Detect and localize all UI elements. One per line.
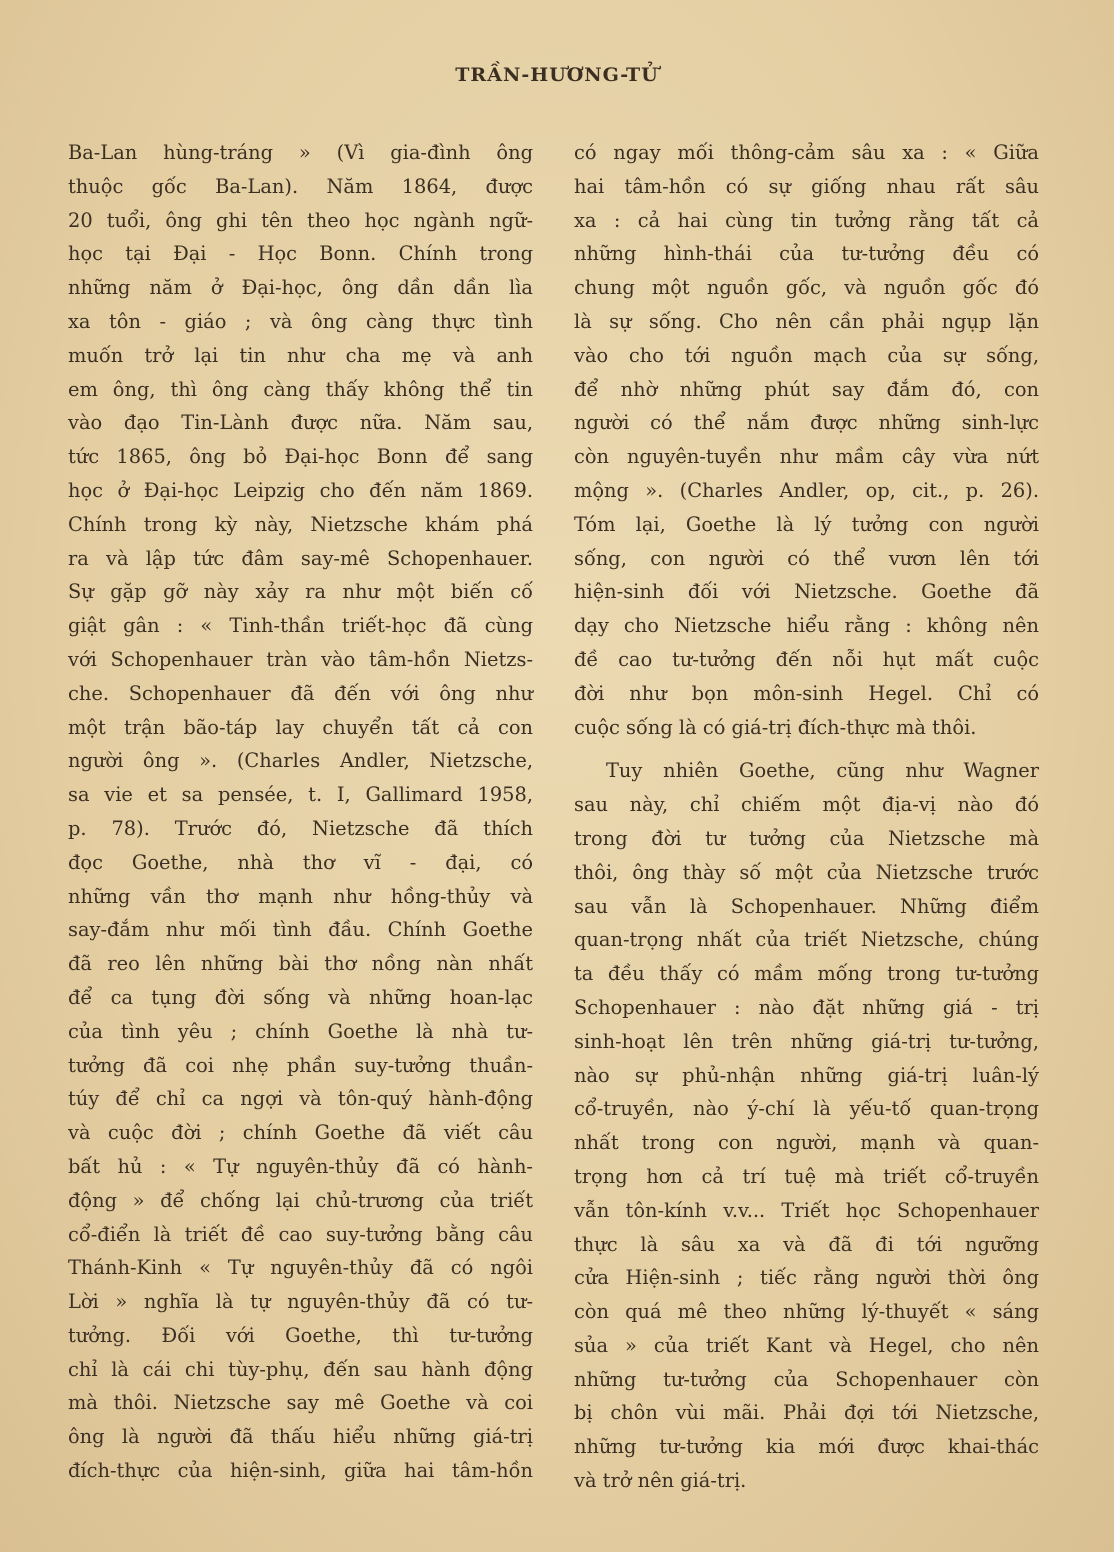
text-line: Thánh-Kinh « Tự nguyên-thủy đã có ngôi: [68, 1256, 533, 1280]
text-line: sống, con người có thể vươn lên tới: [574, 546, 1039, 570]
text-line: thôi, ông thày số một của Nietzsche trước: [574, 860, 1039, 884]
text-line: để ca tụng đời sống và những hoan-lạc: [68, 985, 533, 1009]
text-line: chỉ là cái chi tùy-phụ, đến sau hành động: [68, 1357, 533, 1381]
text-line: vào đạo Tin-Lành được nữa. Năm sau,: [68, 411, 533, 435]
text-line: còn quá mê theo những lý-thuyết « sáng: [574, 1300, 1039, 1324]
text-line: Schopenhauer : nào đặt những giá - trị: [574, 995, 1039, 1019]
text-line: em ông, thì ông càng thấy không thể tin: [68, 377, 533, 401]
text-line: Sự gặp gỡ này xảy ra như một biến cố: [68, 580, 533, 604]
text-line: mộng ». (Charles Andler, op, cit., p. 26).: [574, 478, 1039, 502]
text-line: giật gân : « Tinh-thần triết-học đã cùng: [68, 614, 533, 638]
text-line: trong đời tư tưởng của Nietzsche mà: [574, 826, 1039, 850]
text-line: đề cao tư-tưởng đến nỗi hụt mất cuộc: [574, 647, 1039, 671]
text-line: ta đều thấy có mầm mống trong tư-tưởng: [574, 962, 1039, 986]
text-line: ra và lập tức đâm say-mê Schopenhauer.: [68, 546, 533, 570]
text-line: sủa » của triết Kant và Hegel, cho nên: [574, 1333, 1039, 1357]
text-line: thuộc gốc Ba-Lan). Năm 1864, được: [68, 174, 533, 198]
text-line: động » để chống lại chủ-trương của triết: [68, 1188, 533, 1212]
text-line: Chính trong kỳ này, Nietzsche khám phá: [68, 512, 533, 536]
text-line: sau này, chỉ chiếm một địa-vị nào đó: [574, 793, 1039, 817]
text-line: hai tâm-hồn có sự giống nhau rất sâu: [574, 174, 1039, 198]
text-line: vẫn tôn-kính v.v... Triết học Schopenhauer: [574, 1198, 1039, 1222]
text-line: vào cho tới nguồn mạch của sự sống,: [574, 343, 1039, 367]
text-line: đời như bọn môn-sinh Hegel. Chỉ có: [574, 681, 1039, 705]
text-line: Tóm lại, Goethe là lý tưởng con người: [574, 512, 1039, 536]
text-line: đã reo lên những bài thơ nồng nàn nhất: [68, 952, 533, 976]
text-line: những tư-tưởng kia mới được khai-thác: [574, 1435, 1039, 1459]
text-line: che. Schopenhauer đã đến với ông như: [68, 681, 533, 705]
text-line: cửa Hiện-sinh ; tiếc rằng người thời ông: [574, 1266, 1039, 1290]
text-line: và cuộc đời ; chính Goethe đã viết câu: [68, 1121, 533, 1145]
text-line: học ở Đại-học Leipzig cho đến năm 1869.: [68, 478, 533, 502]
right-column: [574, 136, 1039, 1498]
left-column: [68, 136, 533, 1488]
text-line: sinh-hoạt lên trên những giá-trị tư-tưởng,: [574, 1029, 1039, 1053]
text-line: đích-thực của hiện-sinh, giữa hai tâm-hồn: [68, 1459, 533, 1483]
text-line: sa vie et sa pensée, t. I, Gallimard 1958,: [68, 783, 533, 807]
text-line: và trở nên giá-trị.: [574, 1469, 747, 1493]
text-line: tức 1865, ông bỏ Đại-học Bonn để sang: [68, 445, 533, 469]
text-line: mà thôi. Nietzsche say mê Goethe và coi: [68, 1391, 533, 1415]
text-line: quan-trọng nhất của triết Nietzsche, chúng: [574, 928, 1039, 952]
text-line: người ông ». (Charles Andler, Nietzsche,: [68, 749, 533, 773]
text-line: người có thể nắm được những sinh-lực: [574, 411, 1039, 435]
text-line: say-đắm như mối tình đầu. Chính Goethe: [68, 918, 533, 942]
text-line: tưởng đã coi nhẹ phần suy-tưởng thuần-: [68, 1053, 533, 1077]
text-line: xa tôn - giáo ; và ông càng thực tình: [68, 309, 533, 333]
text-line: cuộc sống là có giá-trị đích-thực mà thôi.: [574, 715, 977, 739]
text-line: 20 tuổi, ông ghi tên theo học ngành ngữ-: [68, 208, 533, 232]
text-line: những hình-thái của tư-tưởng đều có: [574, 242, 1039, 266]
text-line: để nhờ những phút say đắm đó, con: [574, 377, 1039, 401]
text-line: trọng hơn cả trí tuệ mà triết cổ-truyền: [574, 1164, 1039, 1188]
text-line: Tuy nhiên Goethe, cũng như Wagner: [606, 759, 1039, 783]
text-line: có ngay mối thông-cảm sâu xa : « Giữa: [574, 141, 1039, 164]
text-line: thực là sâu xa và đã đi tới ngưỡng: [574, 1232, 1039, 1256]
text-line: dạy cho Nietzsche hiểu rằng : không nên: [574, 614, 1039, 638]
text-line: ông là người đã thấu hiểu những giá-trị: [68, 1425, 533, 1449]
text-line: của tình yêu ; chính Goethe là nhà tư-: [68, 1019, 533, 1043]
text-line: bất hủ : « Tự nguyên-thủy đã có hành-: [68, 1154, 533, 1178]
text-line: p. 78). Trước đó, Nietzsche đã thích: [68, 816, 533, 840]
text-line: muốn trở lại tin như cha mẹ và anh: [68, 343, 533, 367]
text-line: sau vẫn là Schopenhauer. Những điểm: [574, 894, 1039, 918]
running-header: TRẦN-HƯƠNG-TỬ: [455, 64, 659, 86]
text-line: những vần thơ mạnh như hồng-thủy và: [68, 884, 533, 908]
text-line: học tại Đại - Học Bonn. Chính trong: [68, 242, 533, 266]
text-line: với Schopenhauer tràn vào tâm-hồn Nietzs-: [68, 647, 533, 671]
text-line: Ba-Lan hùng-tráng » (Vì gia-đình ông: [68, 141, 533, 164]
text-line: nhất trong con người, mạnh và quan-: [574, 1131, 1039, 1155]
paragraph-gap: [574, 744, 1039, 754]
text-line: cổ-điển là triết đề cao suy-tưởng bằng câu: [68, 1222, 533, 1246]
text-line: là sự sống. Cho nên cần phải ngụp lặn: [574, 309, 1039, 333]
text-line: túy để chỉ ca ngợi và tôn-quý hành-động: [68, 1087, 533, 1111]
text-line: những tư-tưởng của Schopenhauer còn: [574, 1367, 1039, 1391]
text-line: hiện-sinh đối với Nietzsche. Goethe đã: [574, 580, 1039, 604]
text-line: bị chôn vùi mãi. Phải đợi tới Nietzsche,: [574, 1401, 1039, 1425]
text-line: đọc Goethe, nhà thơ vĩ - đại, có: [68, 850, 533, 874]
text-line: một trận bão-táp lay chuyển tất cả con: [68, 715, 533, 739]
text-line: Lời » nghĩa là tự nguyên-thủy đã có tư-: [68, 1290, 533, 1314]
text-line: những năm ở Đại-học, ông dần dần lìa: [68, 276, 533, 300]
text-line: cổ-truyền, nào ý-chí là yếu-tố quan-trọng: [574, 1097, 1039, 1121]
text-line: nào sự phủ-nhận những giá-trị luân-lý: [574, 1063, 1039, 1087]
text-line: chung một nguồn gốc, và nguồn gốc đó: [574, 276, 1039, 300]
text-line: còn nguyên-tuyền như mầm cây vừa nứt: [574, 445, 1039, 469]
text-line: xa : cả hai cùng tin tưởng rằng tất cả: [574, 208, 1039, 232]
text-line: tưởng. Đối với Goethe, thì tư-tưởng: [68, 1323, 533, 1347]
